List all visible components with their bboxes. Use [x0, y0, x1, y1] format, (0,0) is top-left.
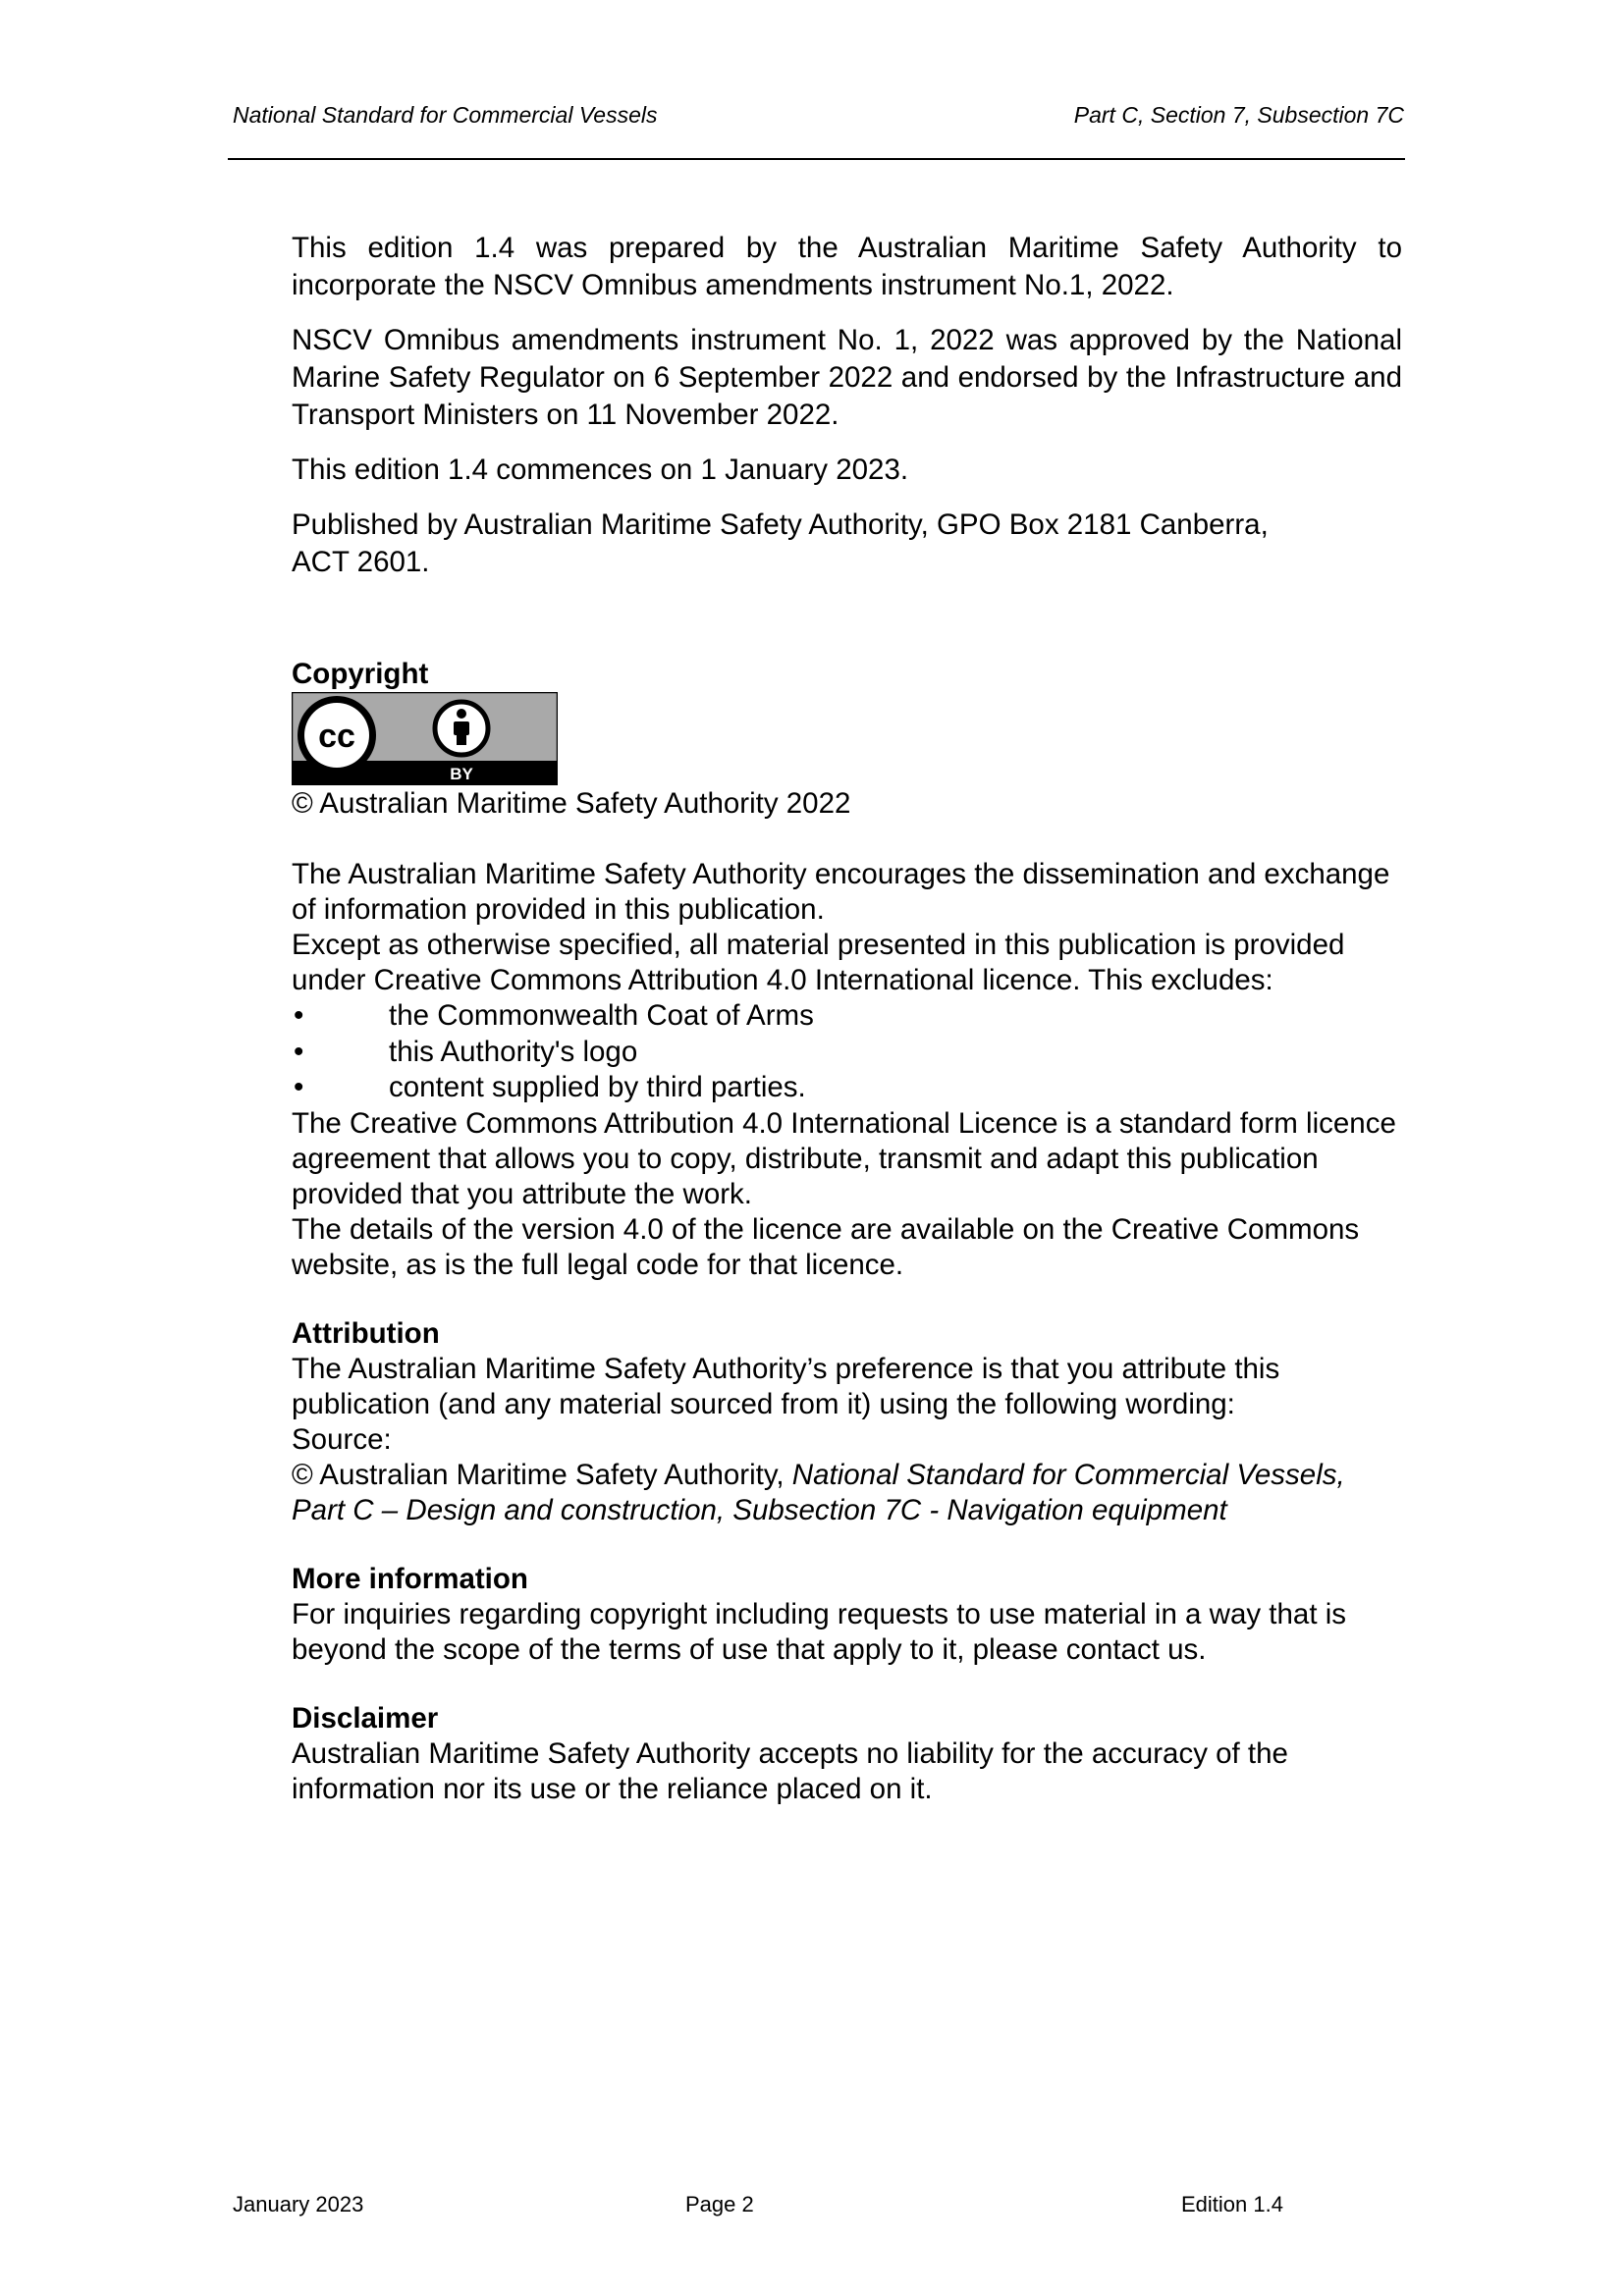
attribution-paragraph: The Australian Maritime Safety Authority’s preference is that you attribute this publication (and any material sourced from it) using the following wording:	[292, 1352, 1280, 1420]
footer-date: January 2023	[233, 2192, 364, 2216]
commencement-paragraph: This edition 1.4 commences on 1 January 2023.	[292, 454, 909, 486]
footer-edition: Edition 1.4	[1181, 2192, 1283, 2216]
source-citation-prefix: © Australian Maritime Safety Authority,	[292, 1458, 792, 1491]
list-item-text: the Commonwealth Coat of Arms	[389, 999, 814, 1032]
licence-details-paragraph: The details of the version 4.0 of the licence are available on the Creative Commons website, as is the full legal code for that licence.	[292, 1212, 1360, 1281]
licence-description-paragraph: The Creative Commons Attribution 4.0 International Licence is a standard form licence agreement that allows you to copy, distribute, transmit and adapt this publication provided that you attribute the work.	[292, 1106, 1396, 1210]
bullet-icon: •	[294, 1071, 304, 1103]
more-information-heading: More information	[292, 1562, 528, 1595]
edition-preparation-paragraph: This edition 1.4 was prepared by the Australian Maritime Safety Authority to incorporate the NSCV Omnibus amendments instrument No.1, 2022.	[292, 232, 1402, 301]
cc-badge-text: cc	[318, 718, 355, 755]
licence-exclusions-list	[292, 998, 1402, 1106]
list-item-text: content supplied by third parties.	[389, 1071, 806, 1103]
bullet-icon: •	[294, 1035, 304, 1068]
publisher-paragraph	[292, 507, 1402, 581]
dissemination-paragraph: The Australian Maritime Safety Authority encourages the dissemination and exchange of information provided in this publication.	[292, 858, 1390, 926]
page-content	[292, 230, 1402, 1807]
copyright-section	[292, 657, 1402, 1283]
header-rule	[228, 158, 1405, 160]
copyright-heading: Copyright	[292, 658, 429, 690]
creative-commons-by-badge-icon	[292, 692, 558, 785]
list-item	[292, 1035, 1402, 1071]
page-header	[233, 102, 1404, 132]
disclaimer-paragraph: Australian Maritime Safety Authority accepts no liability for the accuracy of the information nor its use or the reliance placed on it.	[292, 1736, 1288, 1805]
source-citation-title: National Standard for Commercial Vessels, Part C – Design and construction, Subsection 7C - Navigation equipment	[292, 1458, 1345, 1526]
source-label: Source:	[292, 1422, 392, 1456]
disclaimer-section	[292, 1701, 1402, 1807]
attribution-heading: Attribution	[292, 1316, 440, 1350]
by-badge-text: BY	[450, 765, 473, 783]
source-citation	[292, 1458, 1402, 1528]
more-information-section	[292, 1562, 1402, 1668]
more-information-paragraph: For inquiries regarding copyright including requests to use material in a way that is beyond the scope of the terms of use that apply to it, please contact us.	[292, 1597, 1347, 1666]
bullet-icon: •	[294, 999, 304, 1032]
list-item	[292, 1070, 1402, 1106]
approval-paragraph: NSCV Omnibus amendments instrument No. 1, 2022 was approved by the National Marine Safety Regulator on 6 September 2022 and endorsed by the Infrastructure and Transport Ministers on 11 November 2022.	[292, 324, 1402, 431]
publisher-line-1: Published by Australian Maritime Safety Authority, GPO Box 2181 Canberra,	[292, 508, 1269, 541]
header-section-reference: Part C, Section 7, Subsection 7C	[1073, 102, 1404, 128]
disclaimer-heading: Disclaimer	[292, 1701, 439, 1735]
licence-scope-paragraph: Except as otherwise specified, all material presented in this publication is provided under Creative Commons Attribution 4.0 International licence. This excludes:	[292, 929, 1345, 996]
attribution-section	[292, 1316, 1402, 1528]
footer-page-number: Page 2	[685, 2192, 754, 2216]
list-item	[292, 998, 1402, 1035]
list-item-text: this Authority's logo	[389, 1035, 638, 1068]
publisher-line-2: ACT 2601.	[292, 546, 430, 578]
copyright-notice: © Australian Maritime Safety Authority 2022	[292, 787, 851, 820]
header-document-title: National Standard for Commercial Vessels	[233, 102, 658, 128]
